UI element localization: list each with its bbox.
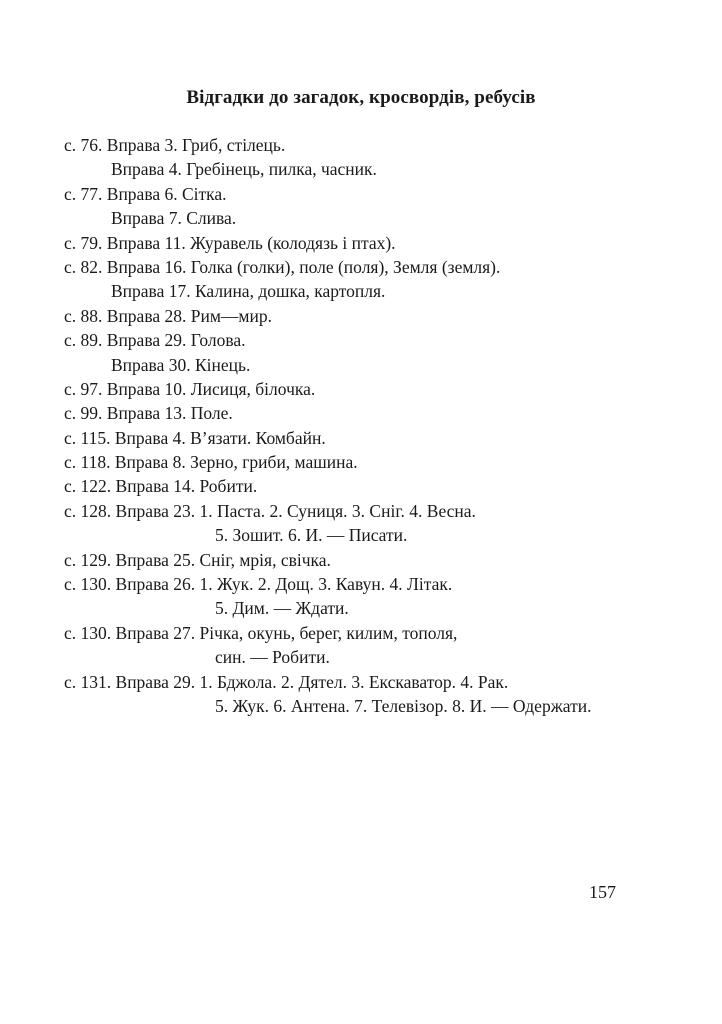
answer-line <box>64 157 664 181</box>
answer-text: с. 79. Вправа 11. Журавель (колодязь і птах). <box>64 232 396 253</box>
answer-line <box>64 401 664 425</box>
answer-text: Вправа 4. Гребінець, пилка, часник. <box>111 159 377 180</box>
answer-text: Вправа 7. Слива. <box>111 208 237 229</box>
answer-text: с. 130. Вправа 27. Річка, окунь, берег, килим, тополя, <box>64 622 458 643</box>
answer-text: с. 128. Вправа 23. 1. Паста. 2. Суниця. 3. Сніг. 4. Весна. <box>64 500 476 521</box>
answer-line <box>64 328 664 352</box>
answer-line <box>64 694 664 718</box>
answer-text: 5. Дим. — Ждати. <box>215 598 349 619</box>
answer-text: с. 82. Вправа 16. Голка (голки), поле (поля), Земля (земля). <box>64 256 501 277</box>
answer-line <box>64 304 664 328</box>
answer-text: с. 97. Вправа 10. Лисиця, білочка. <box>64 378 316 399</box>
answer-line <box>64 548 664 572</box>
answer-text: с. 118. Вправа 8. Зерно, гриби, машина. <box>64 452 358 473</box>
answer-text: Вправа 17. Калина, дошка, картопля. <box>111 281 386 302</box>
answer-line <box>64 182 664 206</box>
answer-line <box>64 670 664 694</box>
answer-text: с. 122. Вправа 14. Робити. <box>64 476 258 497</box>
answer-line <box>64 450 664 474</box>
answer-line <box>64 231 664 255</box>
answer-text: с. 130. Вправа 26. 1. Жук. 2. Дощ. 3. Кавун. 4. Літак. <box>64 574 453 595</box>
answer-text: с. 131. Вправа 29. 1. Бджола. 2. Дятел. 3. Екскаватор. 4. Рак. <box>64 671 509 692</box>
answer-text: 5. Жук. 6. Антена. 7. Телевізор. 8. И. — Одержати. <box>215 695 592 716</box>
answer-line <box>64 621 664 645</box>
answer-text: Вправа 30. Кінець. <box>111 354 251 375</box>
answer-text: с. 89. Вправа 29. Голова. <box>64 330 246 351</box>
answer-text: 5. Зошит. 6. И. — Писати. <box>215 525 408 546</box>
answer-text: с. 77. Вправа 6. Сітка. <box>64 183 227 204</box>
page-title: Відгадки до загадок, кросвордів, ребусів <box>186 87 536 108</box>
answer-line <box>64 255 664 279</box>
answers-list <box>64 133 664 718</box>
answer-text: с. 76. Вправа 3. Гриб, стілець. <box>64 135 286 155</box>
answer-line <box>64 523 664 547</box>
answer-text: с. 115. Вправа 4. В’язати. Комбайн. <box>64 427 326 448</box>
answer-line <box>64 426 664 450</box>
answer-text: с. 99. Вправа 13. Поле. <box>64 403 233 424</box>
answer-line <box>64 353 664 377</box>
answer-line <box>64 377 664 401</box>
answer-line <box>64 279 664 303</box>
answer-line <box>64 133 664 157</box>
answer-text: с. 88. Вправа 28. Рим—мир. <box>64 305 272 326</box>
answer-line <box>64 206 664 230</box>
answer-text: с. 129. Вправа 25. Сніг, мрія, свічка. <box>64 549 331 570</box>
answer-line <box>64 596 664 620</box>
answer-text: син. — Робити. <box>215 647 330 668</box>
answer-line <box>64 474 664 498</box>
answer-line <box>64 645 664 669</box>
answer-line <box>64 572 664 596</box>
page-number: 157 <box>589 882 616 902</box>
answer-line <box>64 499 664 523</box>
